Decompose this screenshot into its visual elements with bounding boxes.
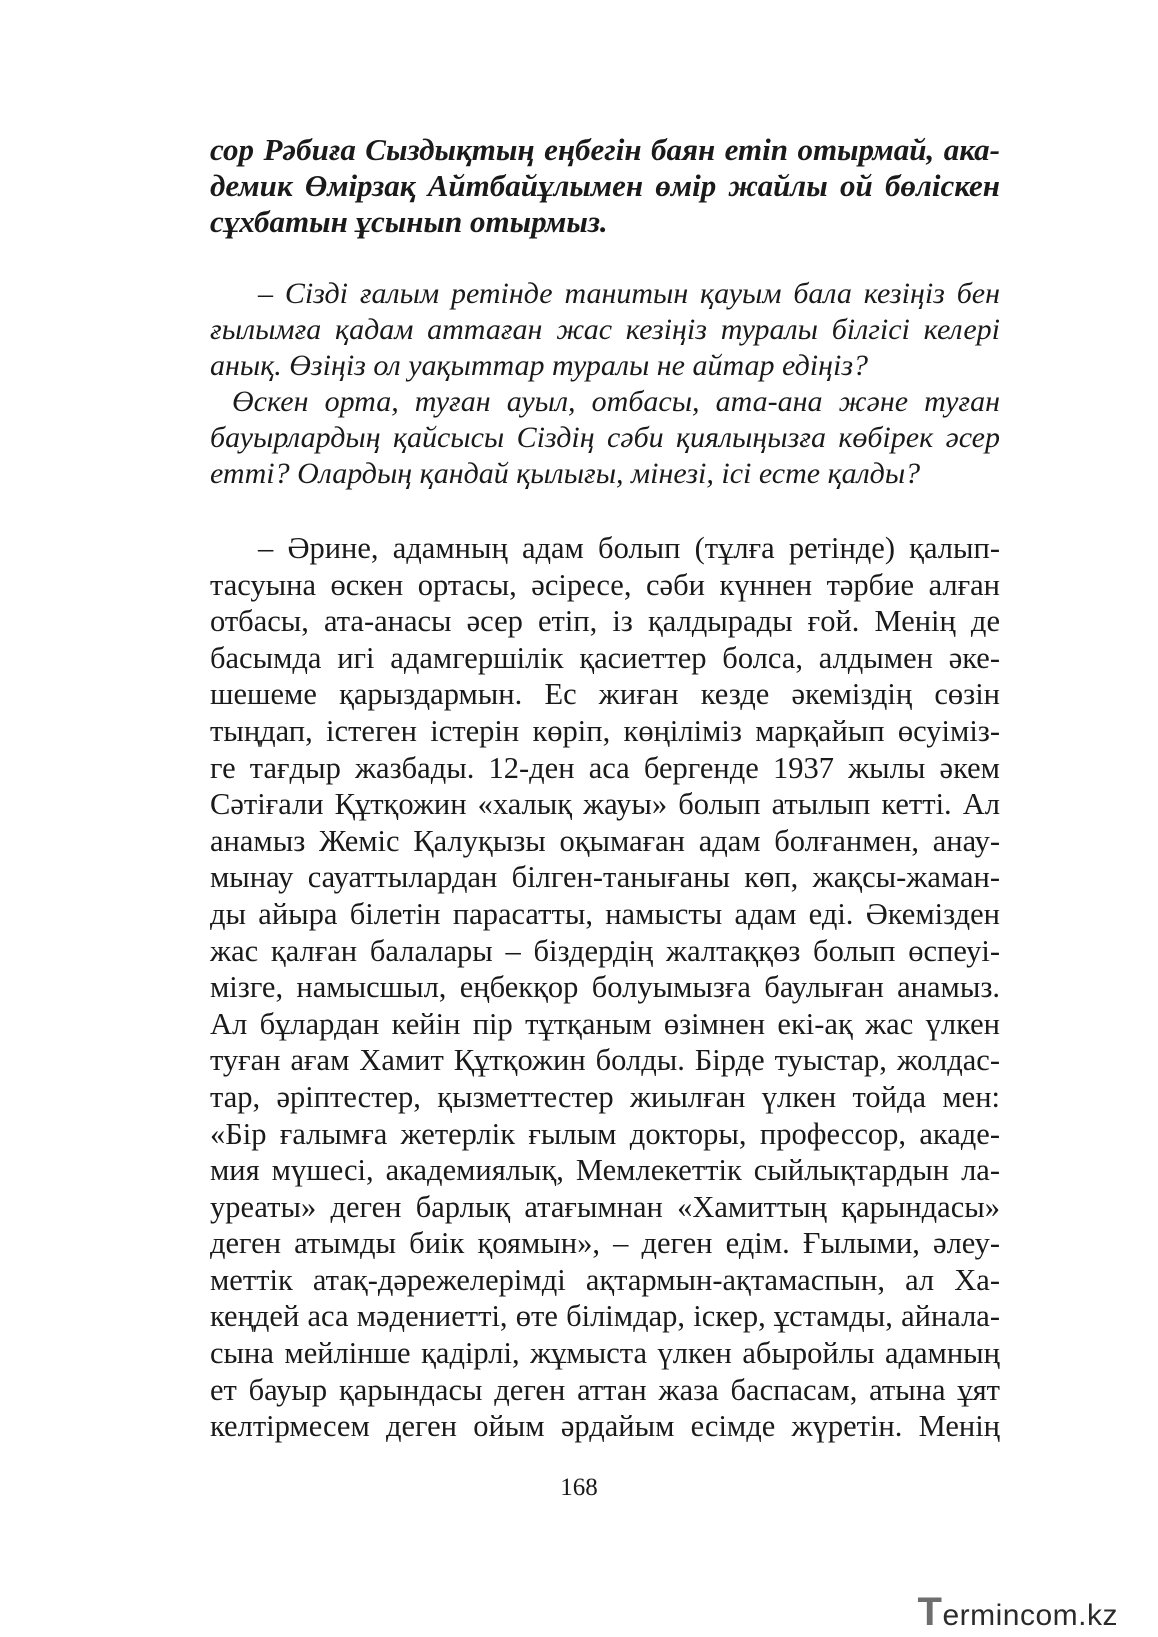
intro-line: сұхбатын ұсынып отырмыз. [210, 204, 608, 239]
answer-line: шешеме қарыздармын. Ес жиған кезде әкеміздің сөзін [210, 677, 1000, 712]
site-watermark-logo [918, 1590, 1118, 1635]
watermark-text: ermincom.kz [942, 1599, 1118, 1632]
answer-line: мізге, намысшыл, еңбекқор болуымызға баулыған анамыз. [210, 970, 1000, 1005]
page-body [210, 132, 1000, 1445]
answer-line: тасуына өскен ортасы, әсіресе, сәби күннен тәрбие алған [210, 567, 1000, 602]
watermark-first-letter: T [917, 1590, 943, 1634]
answer-line: келтірмесем деген ойым әрдайым есімде жүретін. Менің [210, 1409, 1000, 1444]
intro-paragraph [210, 132, 1000, 240]
answer-line: ет бауыр қарындасы деген аттан жаза баспасам, атына ұят [210, 1372, 1000, 1407]
answer-line: меттік атақ-дәрежелерімді ақтармын-ақтамаспын, ал Ха- [210, 1262, 1000, 1297]
question-line: Өскен орта, туған ауыл, отбасы, ата-ана және туған [232, 385, 1000, 418]
question-line: бауырлардың қайсысы Сіздің сәби қиялыңызға көбірек әсер [210, 421, 1000, 454]
page-number: 168 [560, 1474, 598, 1501]
answer-line: тыңдап, істеген істерін көріп, көңіліміз марқайып өсуіміз- [210, 713, 1000, 748]
answer-line: – Әрине, адамның адам болып (тұлға ретінде) қалып- [258, 531, 1000, 565]
answer-line: деген атымды биік қоямын», – деген едім. Ғылыми, әлеу- [210, 1226, 1000, 1261]
question-line: етті? Олардың қандай қылығы, мінезі, ісі есте қалды? [210, 457, 921, 490]
answer-line: ды айыра білетін парасатты, намысты адам еді. Әкемізден [210, 896, 1000, 931]
intro-line: демик Өмірзақ Айтбайұлымен өмір жайлы ой бөліскен [210, 168, 1000, 203]
answer-line: сына мейлінше қадірлі, жұмыста үлкен абыройлы адамның [210, 1336, 1000, 1371]
answer-line: туған ағам Хамит Құтқожин болды. Бірде туыстар, жолдас- [210, 1043, 1000, 1078]
answer-line: мия мүшесі, академиялық, Мемлекеттік сыйлықтардын ла- [210, 1153, 1000, 1188]
interview-answer [210, 530, 1000, 1445]
answer-line: тар, әріптестер, қызметтестер жиылған үлкен тойда мен: [210, 1079, 1000, 1114]
question-line: ғылымға қадам аттаған жас кезіңіз туралы білгісі келері [210, 313, 1000, 346]
answer-line: жас қалған балалары – біздердің жалтаққөз болып өспеуі- [210, 933, 1000, 968]
answer-line: мынау сауаттылардан білген-танығаны көп, жақсы-жаман- [210, 860, 1000, 895]
answer-line: уреаты» деген барлық атағымнан «Хамиттың қарындасы» [210, 1189, 1000, 1224]
answer-line: «Бір ғалымға жетерлік ғылым докторы, профессор, акаде- [210, 1116, 1000, 1151]
answer-line: отбасы, ата-анасы әсер етіп, із қалдырады ғой. Менің де [210, 604, 1000, 639]
answer-line: ге тағдыр жазбады. 12-ден аса бергенде 1937 жылы әкем [210, 750, 1000, 785]
interview-question [210, 276, 1000, 492]
answer-line: басымда игі адамгершілік қасиеттер болса, алдымен әке- [210, 640, 1000, 675]
question-line: анық. Өзіңіз ол уақыттар туралы не айтар едіңіз? [210, 349, 869, 382]
answer-line: анамыз Жеміс Қалуқызы оқымаған адам болғанмен, анау- [210, 823, 1000, 858]
intro-line: сор Рәбиға Сыздықтың еңбегін баян етіп отырмай, ака- [210, 132, 1000, 167]
answer-line: Сәтіғали Құтқожин «халық жауы» болып атылып кетті. Ал [210, 787, 1000, 822]
question-line: – Сізді ғалым ретінде танитын қауым бала кезіңіз бен [258, 277, 1000, 310]
answer-line: Ал бұлардан кейін пір тұтқаным өзімнен екі-ақ жас үлкен [210, 1006, 1000, 1041]
answer-line: кеңдей аса мәдениетті, өте білімдар, іскер, ұстамды, айнала- [210, 1299, 1000, 1334]
